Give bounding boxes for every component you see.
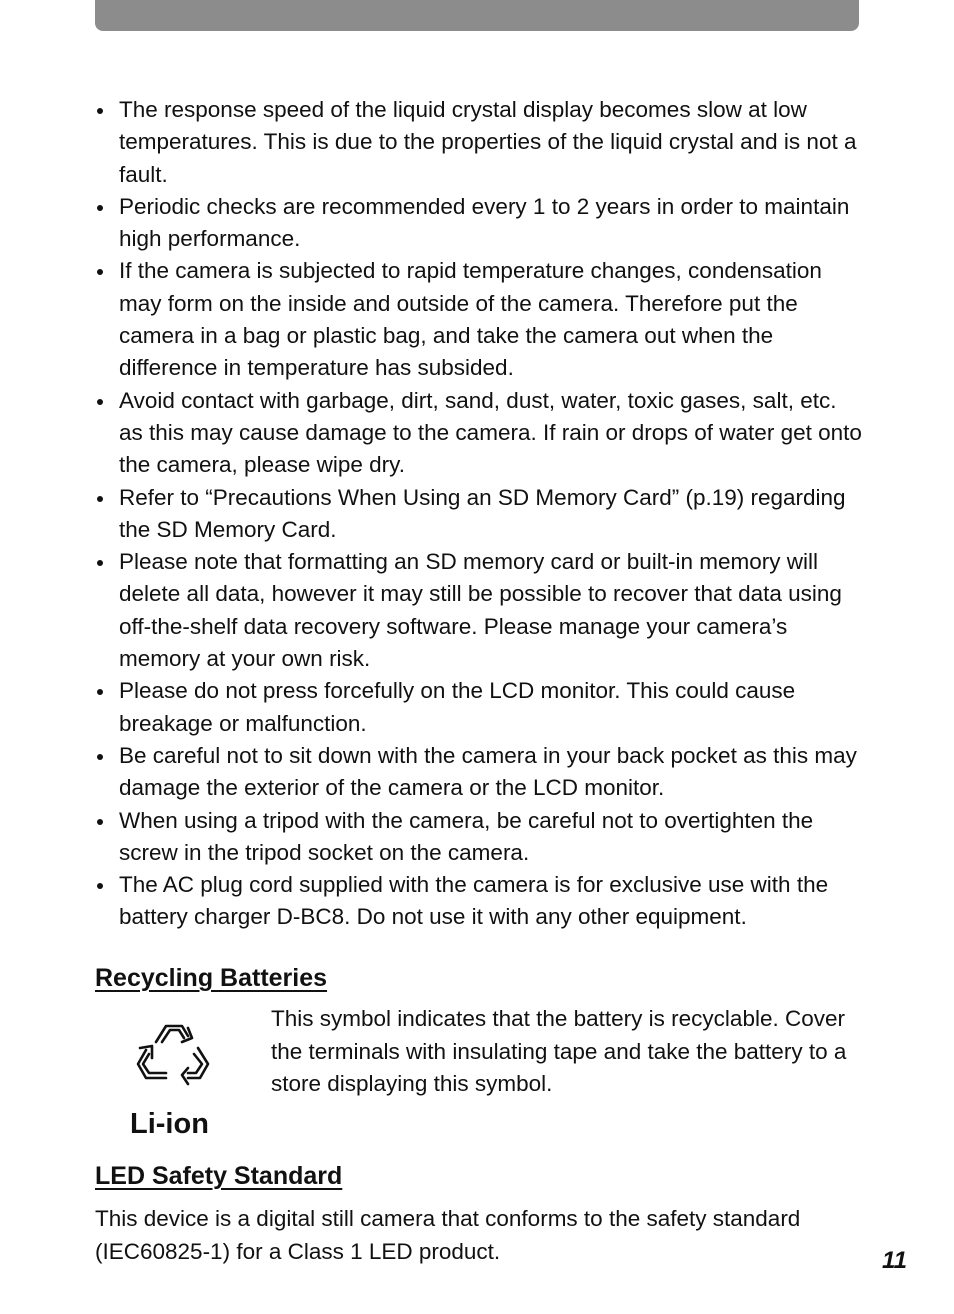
list-item: Please note that formatting an SD memory card or built-in memory will delete all data, however it may still be possible to recover that data using off-the-shelf data recovery software. Please manage your camera’s memory at your own risk. [95,546,865,675]
list-item: Refer to “Precautions When Using an SD Memory Card” (p.19) regarding the SD Memory Card. [95,482,865,547]
list-item: Please do not press forcefully on the LCD monitor. This could cause breakage or malfunction. [95,675,865,740]
list-item: If the camera is subjected to rapid temperature changes, condensation may form on the inside and outside of the camera. Therefore put the camera in a bag or plastic bag, and take the camera out when the difference in temperature has subsided. [95,255,865,384]
list-item: Periodic checks are recommended every 1 to 2 years in order to maintain high performance. [95,191,865,256]
li-ion-label: Li-ion [130,1108,209,1140]
precautions-list [95,94,865,934]
recycling-heading: Recycling Batteries [95,964,328,992]
header-bar [95,0,859,31]
recycle-icon [126,1016,216,1098]
list-item: When using a tripod with the camera, be careful not to overtighten the screw in the tripod socket on the camera. [95,805,865,870]
led-heading: LED Safety Standard [95,1162,343,1190]
list-item: The response speed of the liquid crystal display becomes slow at low temperatures. This is due to the properties of the liquid crystal and is not a fault. [95,94,865,191]
recycling-description: This symbol indicates that the battery is recyclable. Cover the terminals with insulating tape and take the battery to a store displaying this symbol. [271,1006,847,1096]
page-number: 11 [882,1247,907,1274]
led-description: This device is a digital still camera that conforms to the safety standard (IEC60825-1) for a Class 1 LED product. [95,1206,801,1264]
list-item: Be careful not to sit down with the camera in your back pocket as this may damage the exterior of the camera or the LCD monitor. [95,740,865,805]
list-item: Avoid contact with garbage, dirt, sand, dust, water, toxic gases, salt, etc. as this may cause damage to the camera. If rain or drops of water get onto the camera, please wipe dry. [95,385,865,482]
list-item: The AC plug cord supplied with the camera is for exclusive use with the battery charger D-BC8. Do not use it with any other equipment. [95,869,865,934]
